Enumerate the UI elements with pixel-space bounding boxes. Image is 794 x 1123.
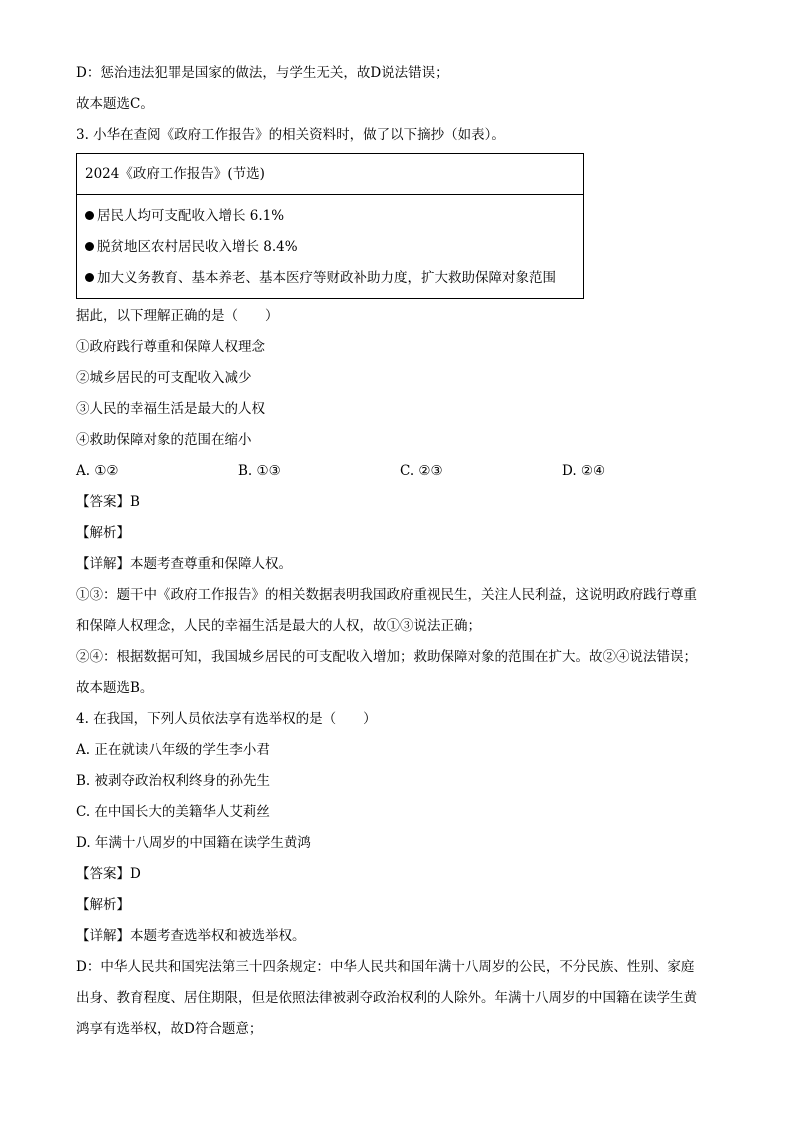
answer-line	[76, 487, 726, 518]
statement-item: ③人民的幸福生活是最大的人权	[76, 401, 265, 417]
explanation-line: 和保障人权理念，人民的幸福生活是最大的人权，故①③说法正确；	[76, 618, 481, 634]
excerpt-row-text: 脱贫地区农村居民收入增长 8.4%	[97, 239, 298, 255]
detail-line	[76, 921, 726, 952]
question-3-stem: 据此，以下理解正确的是（ ）	[76, 308, 279, 324]
excerpt-table-row	[85, 263, 583, 294]
question-3-options	[76, 456, 726, 487]
option-b: B. 被剥夺政治权利终身的孙先生	[76, 773, 271, 789]
statement-item: ④救助保障对象的范围在缩小	[76, 432, 252, 448]
text-line: 故本题选C。	[76, 96, 154, 112]
answer-label: 【答案】	[76, 494, 130, 510]
excerpt-table-header: 2024《政府工作报告》(节选)	[77, 154, 583, 195]
detail-label: 【详解】	[76, 928, 130, 944]
answer-label: 【答案】	[76, 866, 130, 882]
option-b: B. ①③	[238, 463, 281, 479]
detail-text: 本题考查选举权和被选举权。	[130, 928, 306, 944]
excerpt-table-row	[85, 201, 583, 232]
explanation-line: D：中华人民共和国宪法第三十四条规定：中华人民共和国年满十八周岁的公民，不分民族、性别、家庭	[76, 959, 695, 975]
excerpt-table	[76, 153, 584, 299]
excerpt-row-text: 居民人均可支配收入增长 6.1%	[97, 208, 285, 224]
bullet-icon	[85, 242, 94, 251]
explanation-line: 出身、教育程度、居住期限，但是依照法律被剥夺政治权利的人除外。年满十八周岁的中国籍在读学生黄	[76, 990, 697, 1006]
option-c: C. 在中国长大的美籍华人艾莉丝	[76, 804, 270, 820]
explanation-line: 鸿享有选举权，故D符合题意；	[76, 1021, 263, 1037]
analysis-label: 【解析】	[76, 897, 130, 913]
option-c: C. ②③	[400, 463, 443, 479]
detail-line	[76, 549, 726, 580]
text-line: D：惩治违法犯罪是国家的做法，与学生无关，故D说法错误；	[76, 65, 449, 81]
bullet-icon	[85, 273, 94, 282]
option-d: D. 年满十八周岁的中国籍在读学生黄鸿	[76, 835, 311, 851]
explanation-line: ②④：根据数据可知，我国城乡居民的可支配收入增加；救助保障对象的范围在扩大。故②④说法错误；	[76, 649, 697, 665]
option-a: A. ①②	[76, 463, 119, 479]
detail-label: 【详解】	[76, 556, 130, 572]
answer-value: D	[130, 866, 141, 882]
option-d: D. ②④	[562, 463, 606, 479]
statement-item: ②城乡居民的可支配收入减少	[76, 370, 252, 386]
question-4-stem: 4. 在我国，下列人员依法享有选举权的是（ ）	[76, 711, 377, 727]
answer-line	[76, 859, 726, 890]
bullet-icon	[85, 211, 94, 220]
answer-value: B	[130, 494, 140, 510]
analysis-label: 【解析】	[76, 525, 130, 541]
explanation-line: 故本题选B。	[76, 680, 154, 696]
document-page	[76, 58, 726, 1045]
detail-text: 本题考查尊重和保障人权。	[130, 556, 292, 572]
question-3-stem-intro: 3. 小华在查阅《政府工作报告》的相关资料时，做了以下摘抄（如表）。	[76, 127, 505, 143]
excerpt-table-row	[85, 232, 583, 263]
statement-item: ①政府践行尊重和保障人权理念	[76, 339, 265, 355]
excerpt-table-body	[77, 195, 583, 298]
option-a: A. 正在就读八年级的学生李小君	[76, 742, 270, 758]
explanation-line: ①③：题干中《政府工作报告》的相关数据表明我国政府重视民生，关注人民利益，这说明政府践行尊重	[76, 587, 697, 603]
excerpt-row-text: 加大义务教育、基本养老、基本医疗等财政补助力度，扩大救助保障对象范围	[97, 270, 556, 286]
